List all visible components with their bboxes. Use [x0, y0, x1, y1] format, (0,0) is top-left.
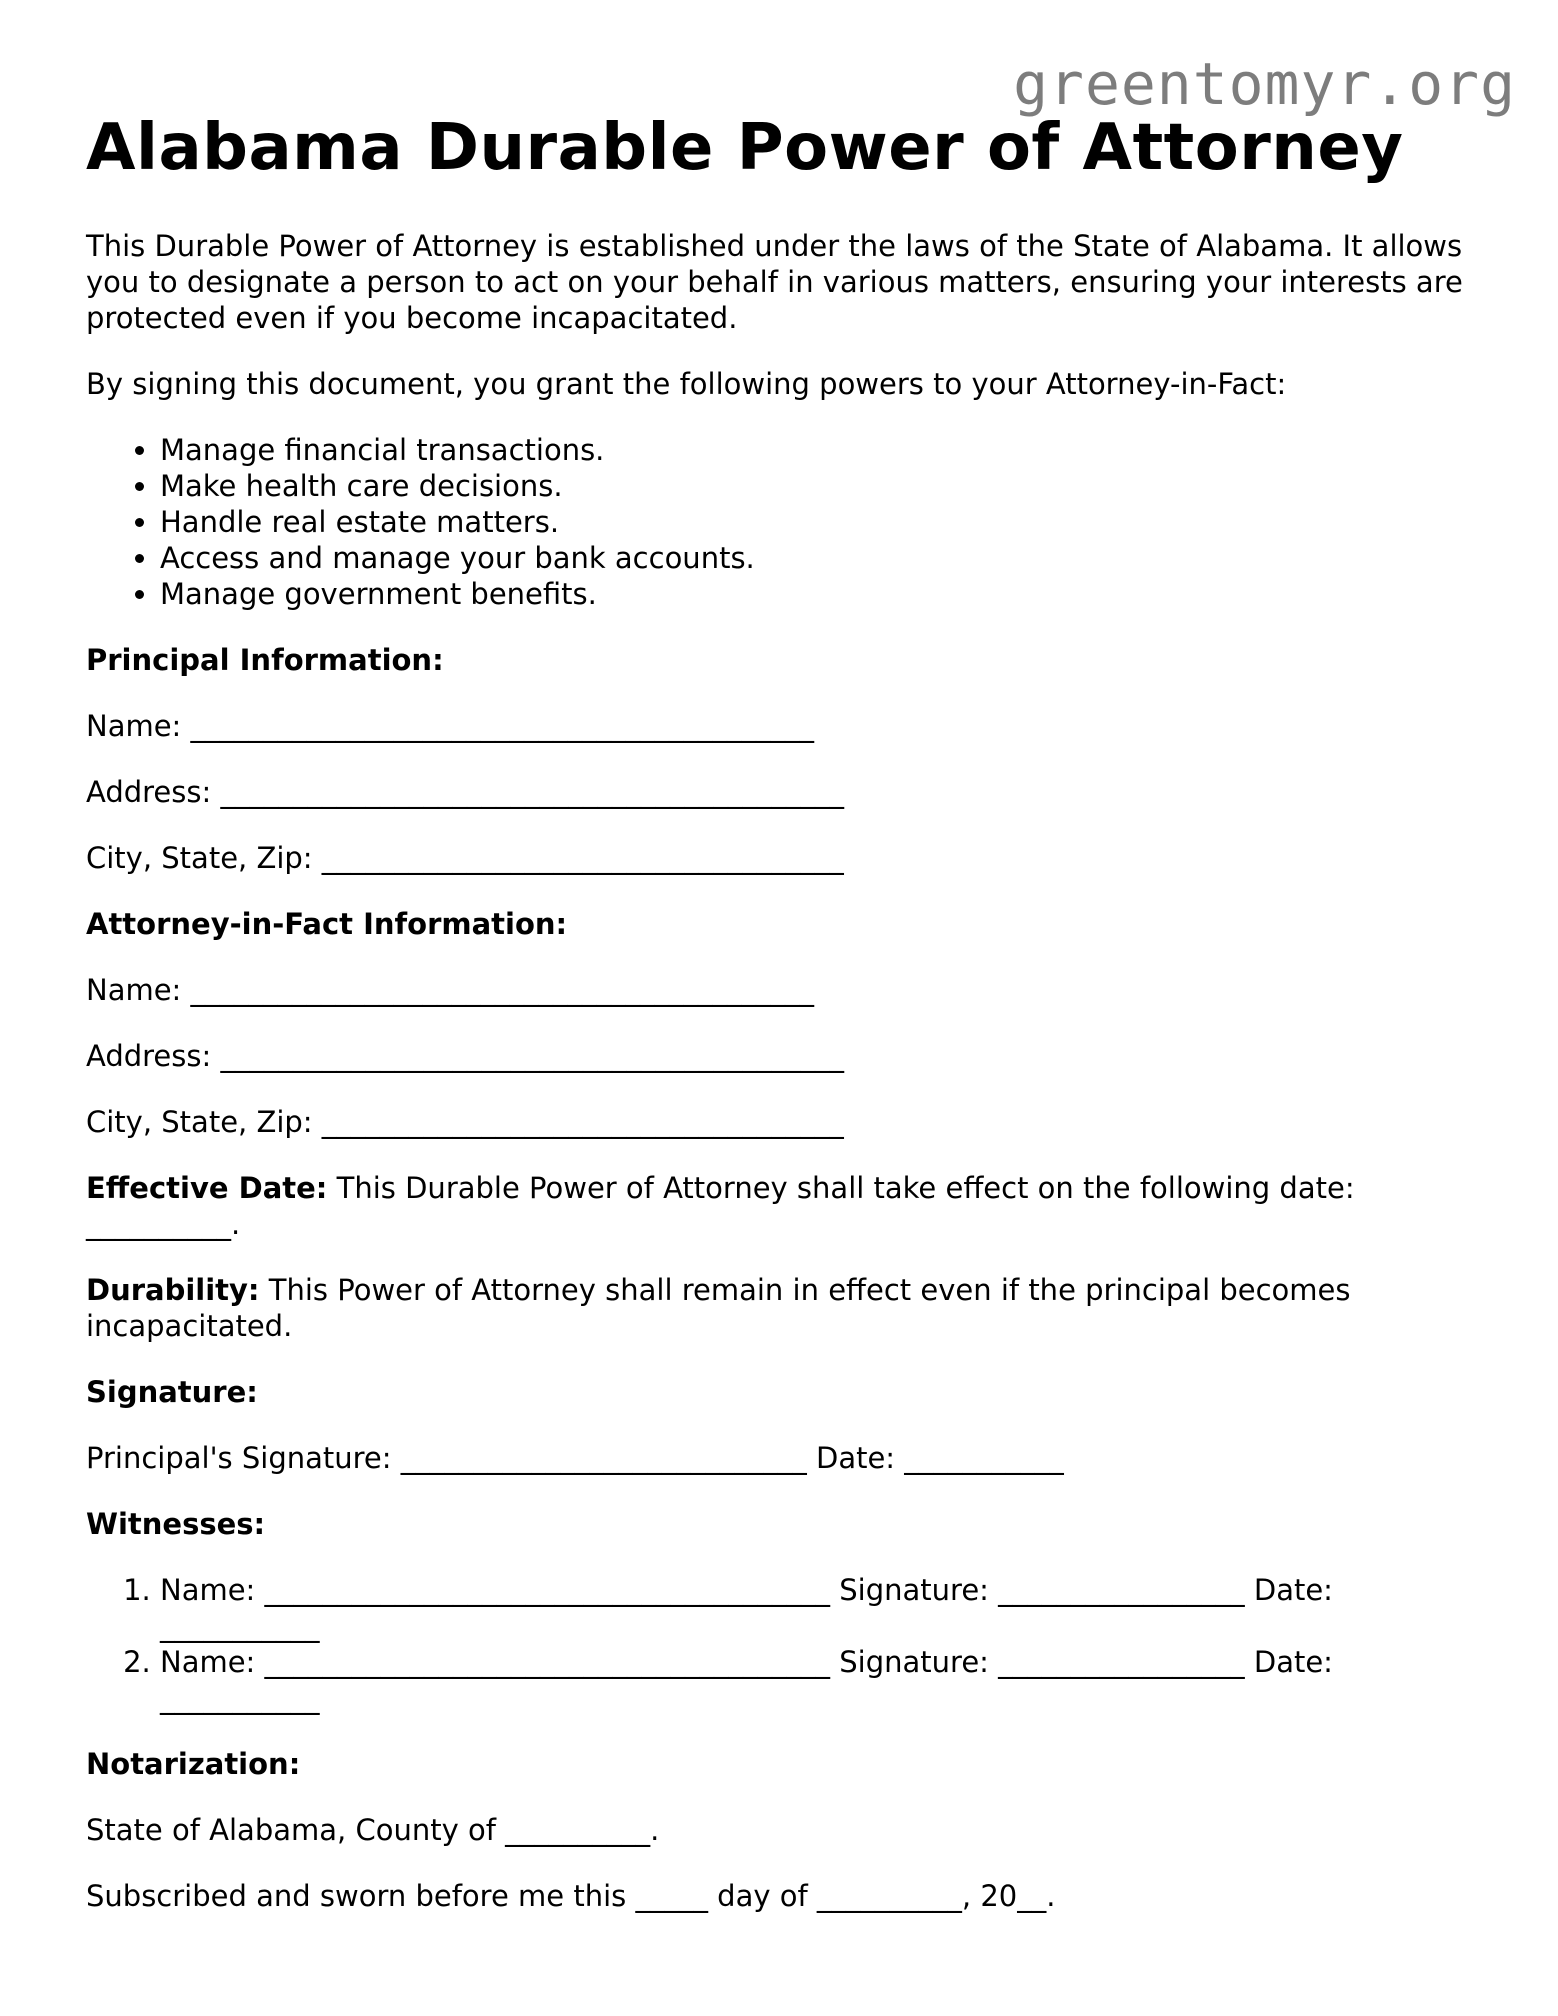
power-item: • Access and manage your bank accounts.: [160, 540, 1486, 576]
notary-sworn-line[interactable]: Subscribed and sworn before me this _____ day of __________, 20__.: [86, 1879, 1056, 1913]
intro-paragraph: This Durable Power of Attorney is established under the laws of the State of Alabama. It allows you to designate a person to act on your behalf in various matters, ensuring your interests are protected even if you become incapacitated.: [86, 229, 1463, 335]
power-item: • Handle real estate matters.: [160, 504, 1486, 540]
principal-signature-line[interactable]: Principal's Signature: ____________________________ Date: ___________: [86, 1441, 1064, 1475]
signature-heading: Signature:: [86, 1375, 258, 1409]
durability-text: This Power of Attorney shall remain in effect even if the principal becomes incapacitated.: [86, 1273, 1351, 1343]
effective-date-label: Effective Date:: [86, 1171, 328, 1205]
power-item: • Make health care decisions.: [160, 468, 1486, 504]
witness-entry[interactable]: 2. Name: _______________________________________ Signature: _________________ Date: ___________: [160, 1644, 1400, 1716]
watermark: greentomyr.org: [1013, 50, 1516, 118]
principal-address-field[interactable]: Address: ___________________________________________: [86, 775, 844, 809]
notary-county-line[interactable]: State of Alabama, County of __________.: [86, 1813, 660, 1847]
attorney-heading: Attorney-in-Fact Information:: [86, 907, 568, 941]
powers-list: [86, 432, 1486, 612]
effective-date-paragraph[interactable]: [86, 1170, 1476, 1242]
principal-city-field[interactable]: City, State, Zip: ____________________________________: [86, 841, 844, 875]
durability-paragraph: [86, 1272, 1476, 1344]
witnesses-heading: Witnesses:: [86, 1507, 266, 1541]
witness-entry[interactable]: 1. Name: _______________________________________ Signature: _________________ Date: ___________: [160, 1572, 1400, 1644]
powers-lead: By signing this document, you grant the following powers to your Attorney-in-Fact:: [86, 367, 1287, 401]
principal-name-field[interactable]: Name: ___________________________________________: [86, 709, 815, 743]
power-item: • Manage financial transactions.: [160, 432, 1486, 468]
witnesses-list: [86, 1572, 1486, 1716]
power-item: • Manage government benefits.: [160, 576, 1486, 612]
attorney-address-field[interactable]: Address: ___________________________________________: [86, 1039, 844, 1073]
durability-label: Durability:: [86, 1273, 260, 1307]
document-page: [86, 108, 1486, 1914]
effective-date-text: This Durable Power of Attorney shall take effect on the following date: __________.: [86, 1171, 1355, 1241]
attorney-city-field[interactable]: City, State, Zip: ____________________________________: [86, 1105, 844, 1139]
notarization-heading: Notarization:: [86, 1747, 301, 1781]
principal-heading: Principal Information:: [86, 643, 444, 677]
document-title: Alabama Durable Power of Attorney: [86, 111, 1404, 185]
attorney-name-field[interactable]: Name: ___________________________________________: [86, 973, 815, 1007]
